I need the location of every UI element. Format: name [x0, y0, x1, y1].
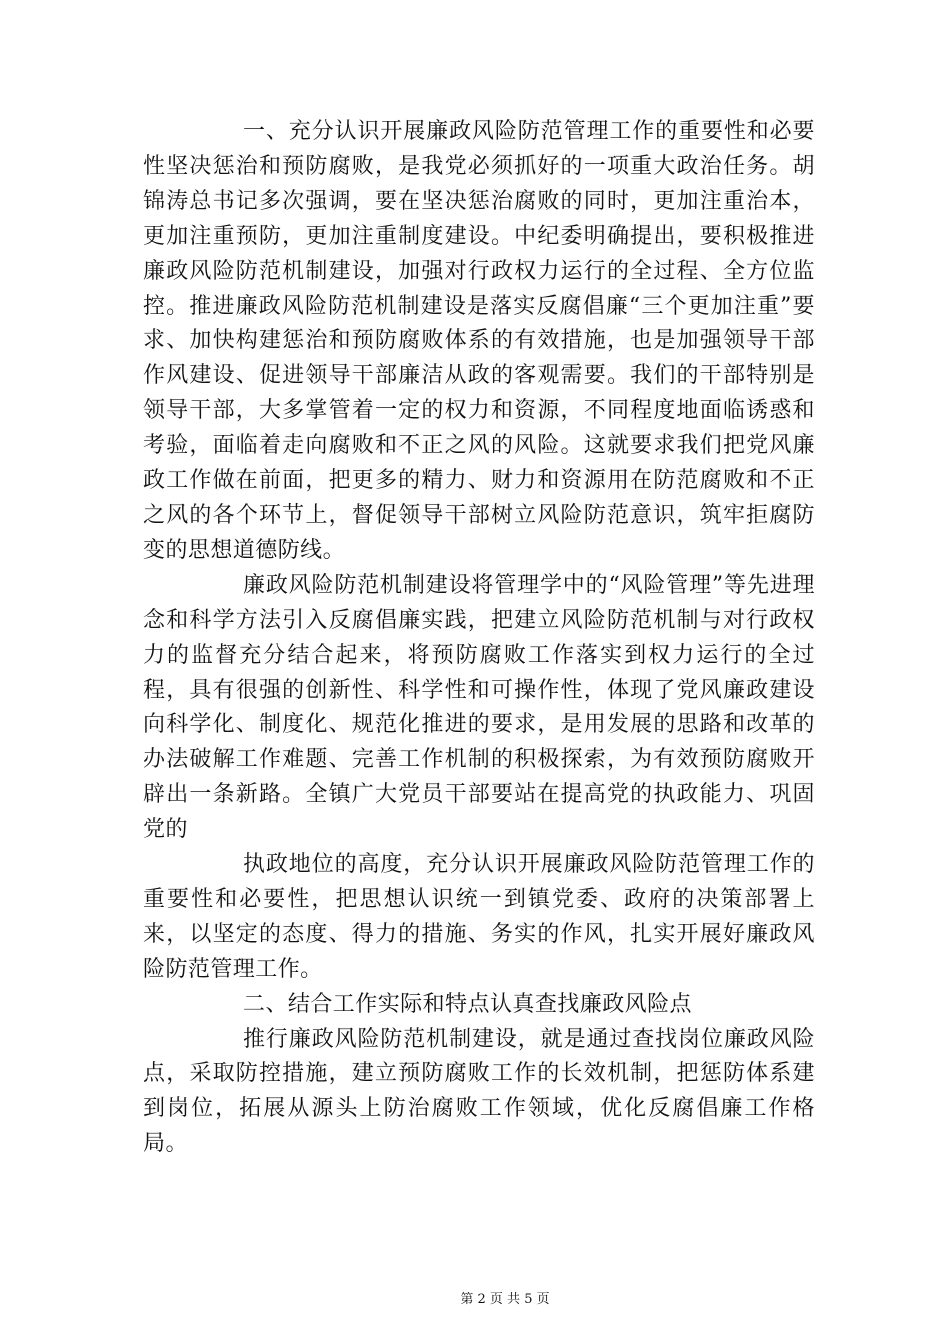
paragraph-1: 一、充分认识开展廉政风险防范管理工作的重要性和必要性坚决惩治和预防腐败，是我党必须抓好的一项重大政治任务。胡锦涛总书记多次强调，要在坚决惩治腐败的同时，更加注重治本，更加注重预防，更加注重制度建设。中纪委明确提出，要积极推进廉政风险防范机制建设，加强对行政权力运行的全过程、全方位监控。推进廉政风险防范机制建设是落实反腐倡廉“三个更加注重”要求、加快构建惩治和预防腐败体系的有效措施，也是加强领导干部作风建设、促进领导干部廉洁从政的客观需要。我们的干部特别是领导干部，大多掌管着一定的权力和资源，不同程度地面临诱惑和考验，面临着走向腐败和不正之风的风险。这就要求我们把党风廉政工作做在前面，把更多的精力、财力和资源用在防范腐败和不正之风的各个环节上，督促领导干部树立风险防范意识，筑牢拒腐防变的思想道德防线。 — [143, 119, 815, 563]
paragraph-3: 执政地位的高度，充分认识开展廉政风险防范管理工作的重要性和必要性，把思想认识统一到镇党委、政府的决策部署上来，以坚定的态度、得力的措施、务实的作风，扎实开展好廉政风险防范管理工作。 — [143, 852, 815, 982]
document-body — [143, 115, 815, 1162]
paragraph-4: 推行廉政风险防范机制建设，就是通过查找岗位廉政风险点，采取防控措施，建立预防腐败工作的长效机制，把惩防体系建到岗位，拓展从源头上防治腐败工作领域，优化反腐倡廉工作格局。 — [143, 1026, 815, 1157]
paragraph-2: 廉政风险防范机制建设将管理学中的“风险管理”等先进理念和科学方法引入反腐倡廉实践，把建立风险防范机制与对行政权力的监督充分结合起来，将预防腐败工作落实到权力运行的全过程，具有很强的创新性、科学性和可操作性，体现了党风廉政建设向科学化、制度化、规范化推进的要求，是用发展的思路和改革的办法破解工作难题、完善工作机制的积极探索，为有效预防腐败开辟出一条新路。全镇广大党员干部要站在提高党的执政能力、巩固党的 — [143, 572, 815, 843]
section-heading-2: 二、结合工作实际和特点认真查找廉政风险点 — [243, 991, 693, 1017]
page-footer — [0, 1288, 950, 1307]
page-number: 第 2 页 共 5 页 — [460, 1292, 550, 1307]
